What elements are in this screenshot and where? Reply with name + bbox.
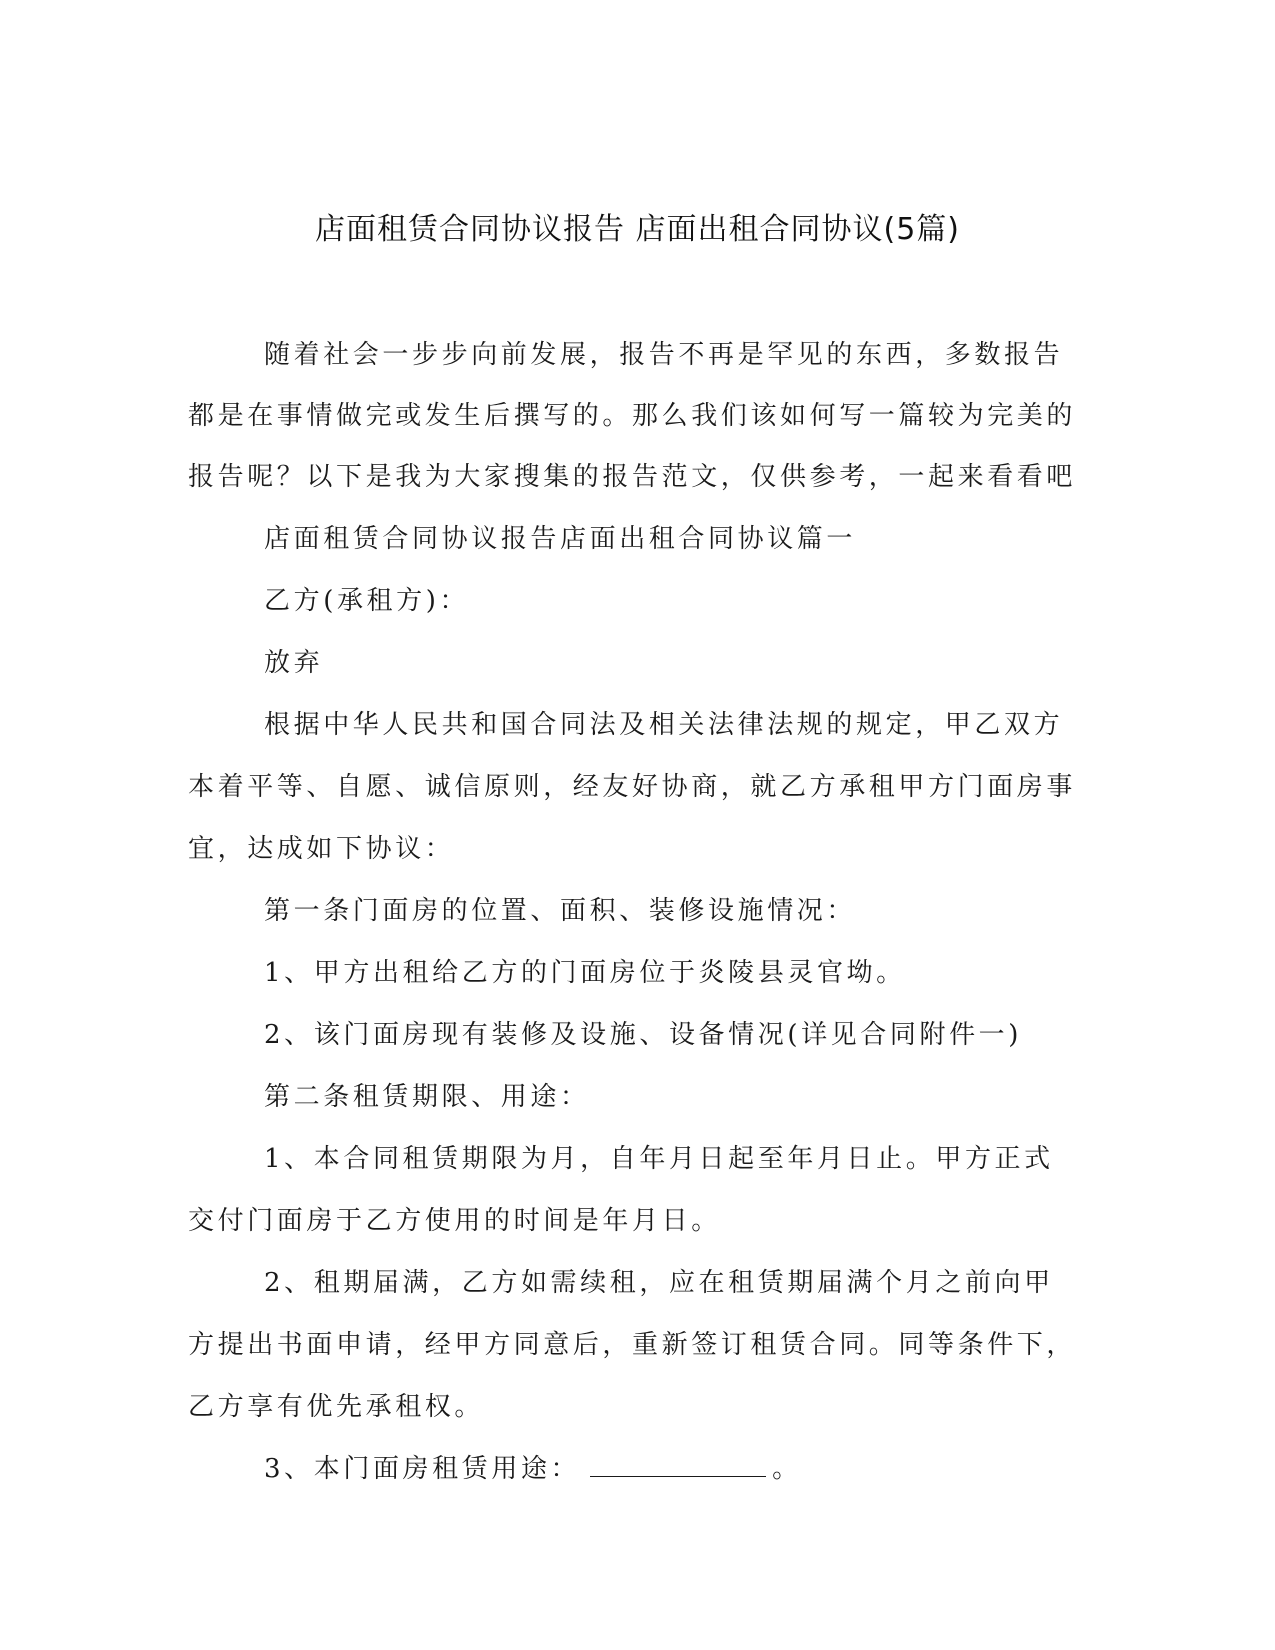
article-2-item-2: 2、租期届满，乙方如需续租，应在租赁期届满个月之前向甲方提出书面申请，经甲方同意后，重新签订租赁合同。同等条件下，乙方享有优先承租权。 (188, 1268, 1077, 1422)
article-1-heading: 第一条门面房的位置、面积、装修设施情况： (264, 896, 857, 926)
article-1-item-1: 1、甲方出租给乙方的门面房位于炎陵县灵官坳。 (264, 958, 906, 988)
waiver-line: 放弃 (264, 648, 324, 678)
article-1-item-2: 2、该门面房现有装修及设施、设备情况(详见合同附件一) (264, 1020, 1023, 1050)
article-2-item-1: 1、本合同租赁期限为月，自年月日起至年月日止。甲方正式交付门面房于乙方使用的时间是年月日。 (188, 1144, 1054, 1236)
article-2-heading: 第二条租赁期限、用途： (264, 1082, 590, 1112)
document-title: 店面租赁合同协议报告 店面出租合同协议(5篇) (314, 212, 961, 247)
article-2-item-3 (188, 1438, 1078, 1500)
document-body (188, 325, 1078, 1500)
party-b-line: 乙方(承租方)： (264, 586, 470, 616)
article-2-item-3-text: 3、本门面房租赁用途： (264, 1454, 581, 1484)
preamble-paragraph: 根据中华人民共和国合同法及相关法律法规的规定，甲乙双方本着平等、自愿、诚信原则，经友好协商，就乙方承租甲方门面房事宜，达成如下协议： (188, 710, 1077, 864)
intro-paragraph: 随着社会一步步向前发展，报告不再是罕见的东西，多数报告都是在事情做完或发生后撰写的。那么我们该如何写一篇较为完美的报告呢？以下是我为大家搜集的报告范文，仅供参考，一起来看看吧 (188, 340, 1077, 492)
section-heading: 店面租赁合同协议报告店面出租合同协议篇一 (264, 524, 857, 554)
fill-in-blank-line (590, 1450, 766, 1477)
article-2-item-3-end: 。 (772, 1454, 802, 1484)
